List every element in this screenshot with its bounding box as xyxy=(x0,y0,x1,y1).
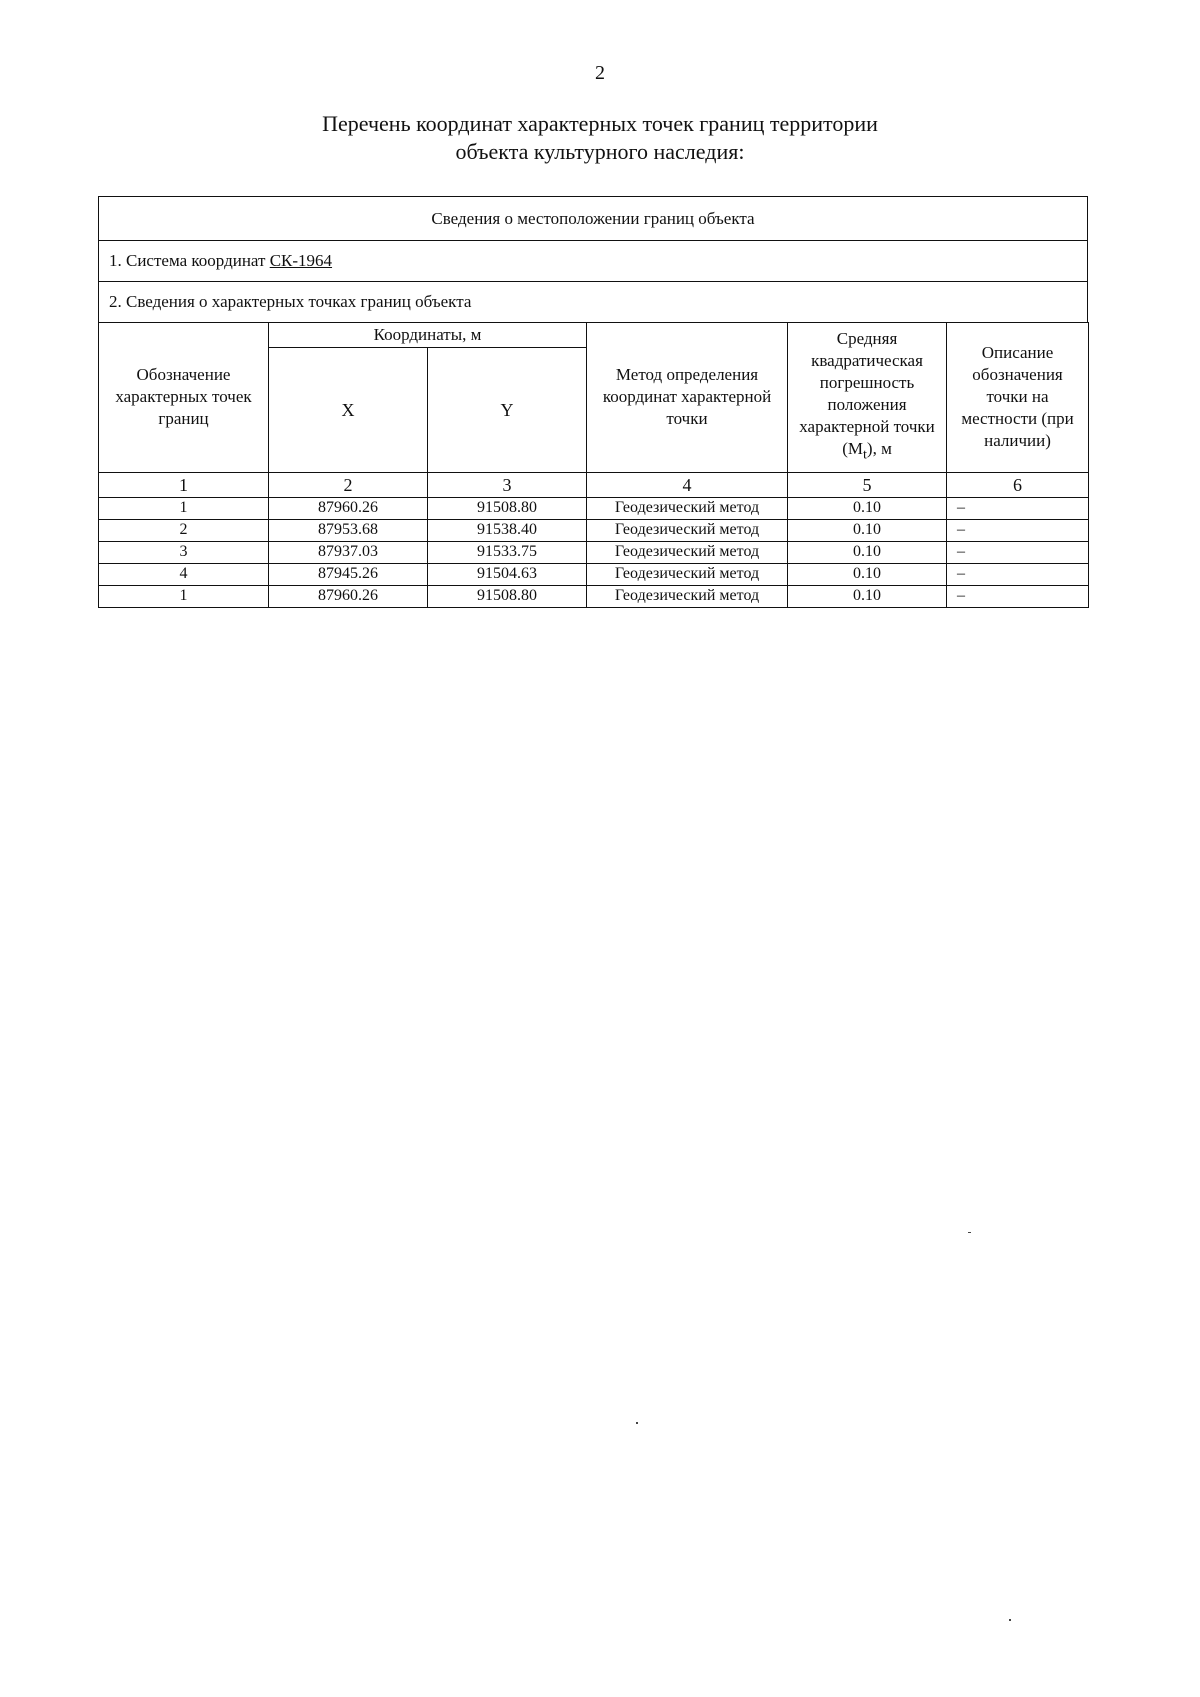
error-value: 0.10 xyxy=(788,563,947,585)
page-number: 2 xyxy=(595,62,605,84)
table-row xyxy=(99,497,1089,519)
title-line-1: Перечень координат характерных точек границ территории xyxy=(322,111,878,136)
point-number: 1 xyxy=(99,497,269,519)
y-coordinate: 91504.63 xyxy=(428,563,587,585)
scan-speck xyxy=(636,1422,638,1424)
table-row xyxy=(99,585,1089,607)
column-number: 2 xyxy=(269,472,428,497)
method: Геодезический метод xyxy=(587,519,788,541)
description: – xyxy=(947,541,1089,563)
point-number: 1 xyxy=(99,585,269,607)
table-row xyxy=(99,519,1089,541)
coordinate-system-value: СК-1964 xyxy=(269,251,333,270)
y-coordinate: 91538.40 xyxy=(428,519,587,541)
table-row xyxy=(99,563,1089,585)
x-coordinate: 87945.26 xyxy=(269,563,428,585)
points-table xyxy=(98,322,1089,608)
column-number: 5 xyxy=(788,472,947,497)
x-coordinate: 87953.68 xyxy=(269,519,428,541)
scan-speck xyxy=(1009,1619,1011,1621)
point-number: 3 xyxy=(99,541,269,563)
column-header-y: Y xyxy=(428,347,587,472)
method: Геодезический метод xyxy=(587,585,788,607)
description: – xyxy=(947,519,1089,541)
table-row xyxy=(99,541,1089,563)
section-header-table xyxy=(98,196,1088,323)
x-coordinate: 87960.26 xyxy=(269,497,428,519)
column-number: 4 xyxy=(587,472,788,497)
column-header-error: Средняя квадратическая погрешность положения характерной точки $(M_t)$, м xyxy=(788,322,947,472)
title-line-2: объекта культурного наследия: xyxy=(455,139,745,164)
y-coordinate: 91508.80 xyxy=(428,497,587,519)
points-section-title: 2. Сведения о характерных точках границ объекта xyxy=(99,282,1088,323)
y-coordinate: 91508.80 xyxy=(428,585,587,607)
column-number: 1 xyxy=(99,472,269,497)
table-header: Сведения о местоположении границ объекта xyxy=(99,197,1088,241)
x-coordinate: 87937.03 xyxy=(269,541,428,563)
description: – xyxy=(947,563,1089,585)
coordinate-system-row xyxy=(99,241,1088,282)
description: – xyxy=(947,585,1089,607)
coordinate-system-label: 1. Система координат xyxy=(109,251,270,270)
column-numbers-row xyxy=(99,472,1089,497)
y-coordinate: 91533.75 xyxy=(428,541,587,563)
error-value: 0.10 xyxy=(788,519,947,541)
method: Геодезический метод xyxy=(587,497,788,519)
method: Геодезический метод xyxy=(587,541,788,563)
boundary-info-table xyxy=(98,196,1088,608)
column-header-designation: Обозначение характерных точек границ xyxy=(99,322,269,472)
column-header-x: X xyxy=(269,347,428,472)
column-number: 3 xyxy=(428,472,587,497)
x-coordinate: 87960.26 xyxy=(269,585,428,607)
scan-speck xyxy=(968,1232,971,1233)
method: Геодезический метод xyxy=(587,563,788,585)
column-header-coordinates: Координаты, м xyxy=(269,322,587,347)
column-number: 6 xyxy=(947,472,1089,497)
column-header-method: Метод определения координат характерной точки xyxy=(587,322,788,472)
point-number: 4 xyxy=(99,563,269,585)
error-value: 0.10 xyxy=(788,497,947,519)
error-value: 0.10 xyxy=(788,541,947,563)
document-title xyxy=(0,110,1200,166)
column-header-description: Описание обозначения точки на местности (при наличии) xyxy=(947,322,1089,472)
description: – xyxy=(947,497,1089,519)
point-number: 2 xyxy=(99,519,269,541)
error-value: 0.10 xyxy=(788,585,947,607)
